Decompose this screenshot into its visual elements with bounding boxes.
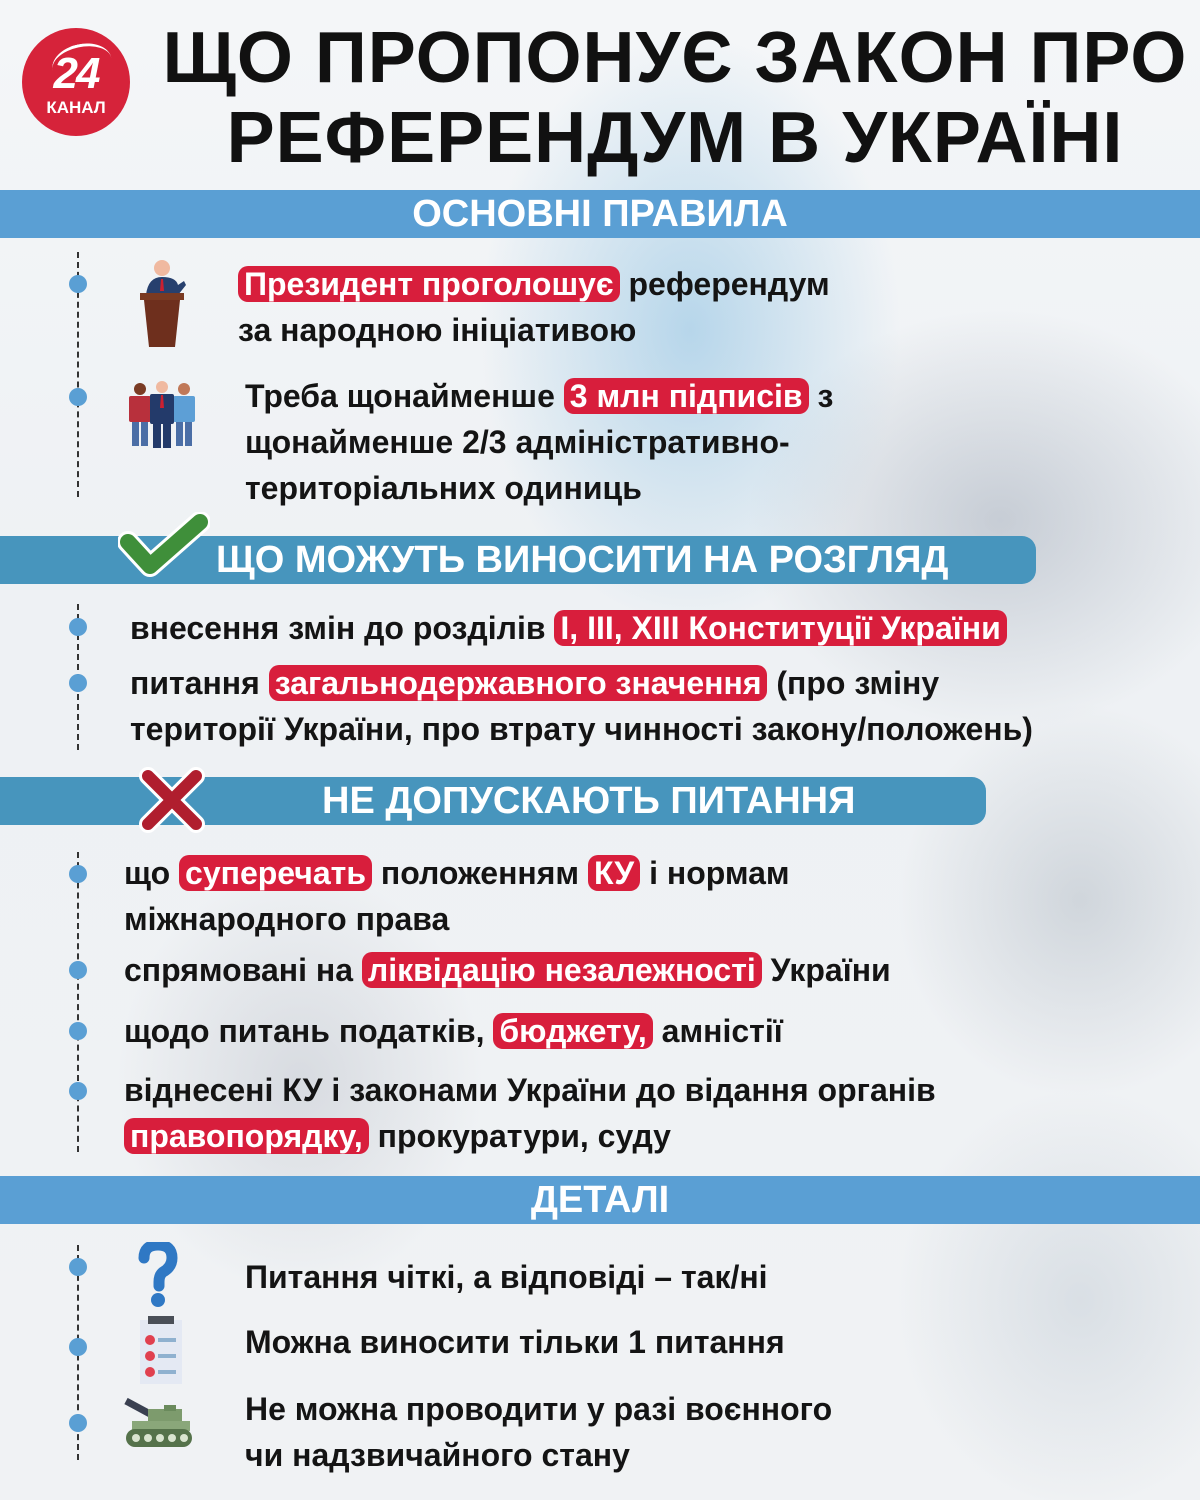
detail-item-1: Питання чіткі, а відповіді – так/ні	[245, 1259, 768, 1295]
highlight: бюджету,	[493, 1013, 652, 1049]
timeline-line	[77, 852, 79, 1152]
checklist-icon	[136, 1316, 186, 1386]
highlight: суперечать	[179, 855, 372, 891]
allowed-item-2: питання загальнодержавного значення (про зміну території України, про втрату чинності закону/положень)	[130, 665, 1033, 747]
rule-item-1: Президент проголошує референдум за народною ініціативою	[238, 266, 830, 348]
timeline-dot	[69, 388, 87, 406]
timeline-dot	[69, 961, 87, 979]
timeline-dot	[69, 674, 87, 692]
forbidden-item-2: спрямовані на ліквідацію незалежності України	[124, 952, 891, 988]
highlight: 3 млн підписів	[564, 378, 809, 414]
highlight: Президент проголошує	[238, 266, 620, 302]
detail-item-3: Не можна проводити у разі воєнного чи надзвичайного стану	[245, 1391, 833, 1473]
title-line-1: ЩО ПРОПОНУЄ ЗАКОН ПРО	[162, 18, 1188, 98]
highlight: КУ	[588, 855, 640, 891]
section-header-allowed: ЩО МОЖУТЬ ВИНОСИТИ НА РОЗГЛЯД	[0, 536, 1036, 584]
timeline-dot	[69, 865, 87, 883]
logo-number: 24	[53, 49, 99, 98]
section-header-basic-rules: ОСНОВНІ ПРАВИЛА	[0, 190, 1200, 238]
channel-24-logo	[22, 28, 130, 136]
forbidden-item-3: щодо питань податків, бюджету, амністії	[124, 1013, 783, 1049]
timeline-dot	[69, 1338, 87, 1356]
people-group-icon	[126, 380, 198, 450]
cross-icon	[136, 764, 208, 836]
allowed-item-1: внесення змін до розділів І, ІІІ, ХІІІ Конституції України	[130, 605, 1007, 651]
timeline-dot	[69, 1082, 87, 1100]
checkmark-icon	[118, 512, 210, 578]
timeline-dot	[69, 1258, 87, 1276]
highlight: загальнодержавного значення	[269, 665, 768, 701]
detail-item-2: Можна виносити тільки 1 питання	[245, 1324, 785, 1360]
highlight: правопорядку,	[124, 1118, 369, 1154]
timeline-dot	[69, 1414, 87, 1432]
rule-item-2: Треба щонайменше 3 млн підписів з щонайменше 2/3 адміністративно- територіальних одиниць	[245, 378, 834, 506]
highlight: І, ІІІ, ХІІІ Конституції України	[554, 610, 1006, 646]
section-header-details: ДЕТАЛІ	[0, 1176, 1200, 1224]
forbidden-item-1: що суперечать положенням КУ і нормам міжнародного права	[124, 855, 790, 937]
title-line-2: РЕФЕРЕНДУМ В УКРАЇНІ	[226, 98, 1124, 178]
timeline-dot	[69, 618, 87, 636]
section-header-forbidden: НЕ ДОПУСКАЮТЬ ПИТАННЯ	[0, 777, 986, 825]
timeline-dot	[69, 1022, 87, 1040]
question-mark-icon	[138, 1242, 178, 1308]
timeline-dot	[69, 275, 87, 293]
forbidden-item-4: віднесені КУ і законами України до відання органів правопорядку, прокуратури, суду	[124, 1072, 936, 1154]
page-title	[150, 18, 1200, 178]
logo-label: КАНАЛ	[46, 98, 106, 117]
highlight: ліквідацію незалежності	[362, 952, 762, 988]
tank-icon	[122, 1395, 198, 1451]
podium-speaker-icon	[132, 255, 192, 350]
